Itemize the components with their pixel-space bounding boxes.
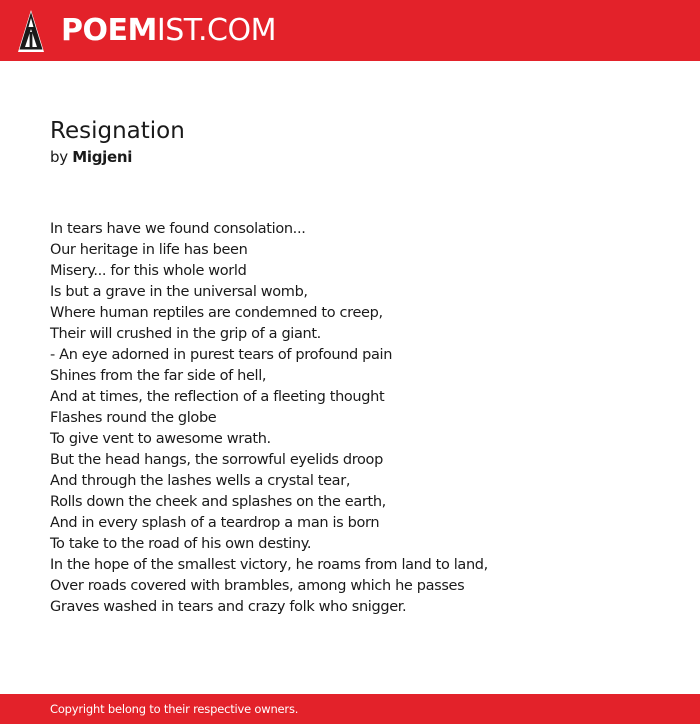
- poem-line: - An eye adorned in purest tears of profound pain: [50, 347, 393, 363]
- site-header: [0, 0, 700, 61]
- poem-line: But the head hangs, the sorrowful eyelids droop: [50, 452, 383, 468]
- poem-line: Misery... for this whole world: [50, 263, 247, 279]
- author-name: Migjeni: [72, 148, 133, 166]
- poem-line: And in every splash of a teardrop a man is born: [50, 515, 380, 531]
- poem-body: [50, 219, 680, 618]
- site-footer: [0, 694, 700, 724]
- site-logo-text: [61, 13, 276, 48]
- copyright-text: Copyright belong to their respective owners.: [50, 702, 299, 716]
- poem-line: Flashes round the globe: [50, 410, 217, 426]
- poem-line: And through the lashes wells a crystal tear,: [50, 473, 351, 489]
- poem-title: Resignation: [50, 118, 185, 144]
- byline-prefix: by: [50, 148, 68, 166]
- poem-line: Where human reptiles are condemned to creep,: [50, 305, 383, 321]
- logo-light-text: IST.COM: [156, 13, 276, 48]
- poem-line: Their will crushed in the grip of a giant.: [50, 326, 321, 342]
- logo-bold-text: POEM: [61, 13, 157, 48]
- poem-line: Rolls down the cheek and splashes on the earth,: [50, 494, 386, 510]
- site-logo-link[interactable]: [18, 9, 276, 53]
- poem-line: To take to the road of his own destiny.: [50, 536, 312, 552]
- poem-line: Shines from the far side of hell,: [50, 368, 267, 384]
- poem-line: Is but a grave in the universal womb,: [50, 284, 308, 300]
- poem-line: Graves washed in tears and crazy folk who snigger.: [50, 599, 407, 615]
- byline: [50, 147, 670, 167]
- poem-line: In the hope of the smallest victory, he roams from land to land,: [50, 557, 488, 573]
- poem-header: [50, 116, 670, 167]
- poem-line: Over roads covered with brambles, among which he passes: [50, 578, 465, 594]
- poem-line: To give vent to awesome wrath.: [50, 431, 271, 447]
- poem-line: Our heritage in life has been: [50, 242, 248, 258]
- poem-line: In tears have we found consolation...: [50, 221, 306, 237]
- pencil-icon: [18, 10, 44, 52]
- poem-line: And at times, the reflection of a fleeting thought: [50, 389, 385, 405]
